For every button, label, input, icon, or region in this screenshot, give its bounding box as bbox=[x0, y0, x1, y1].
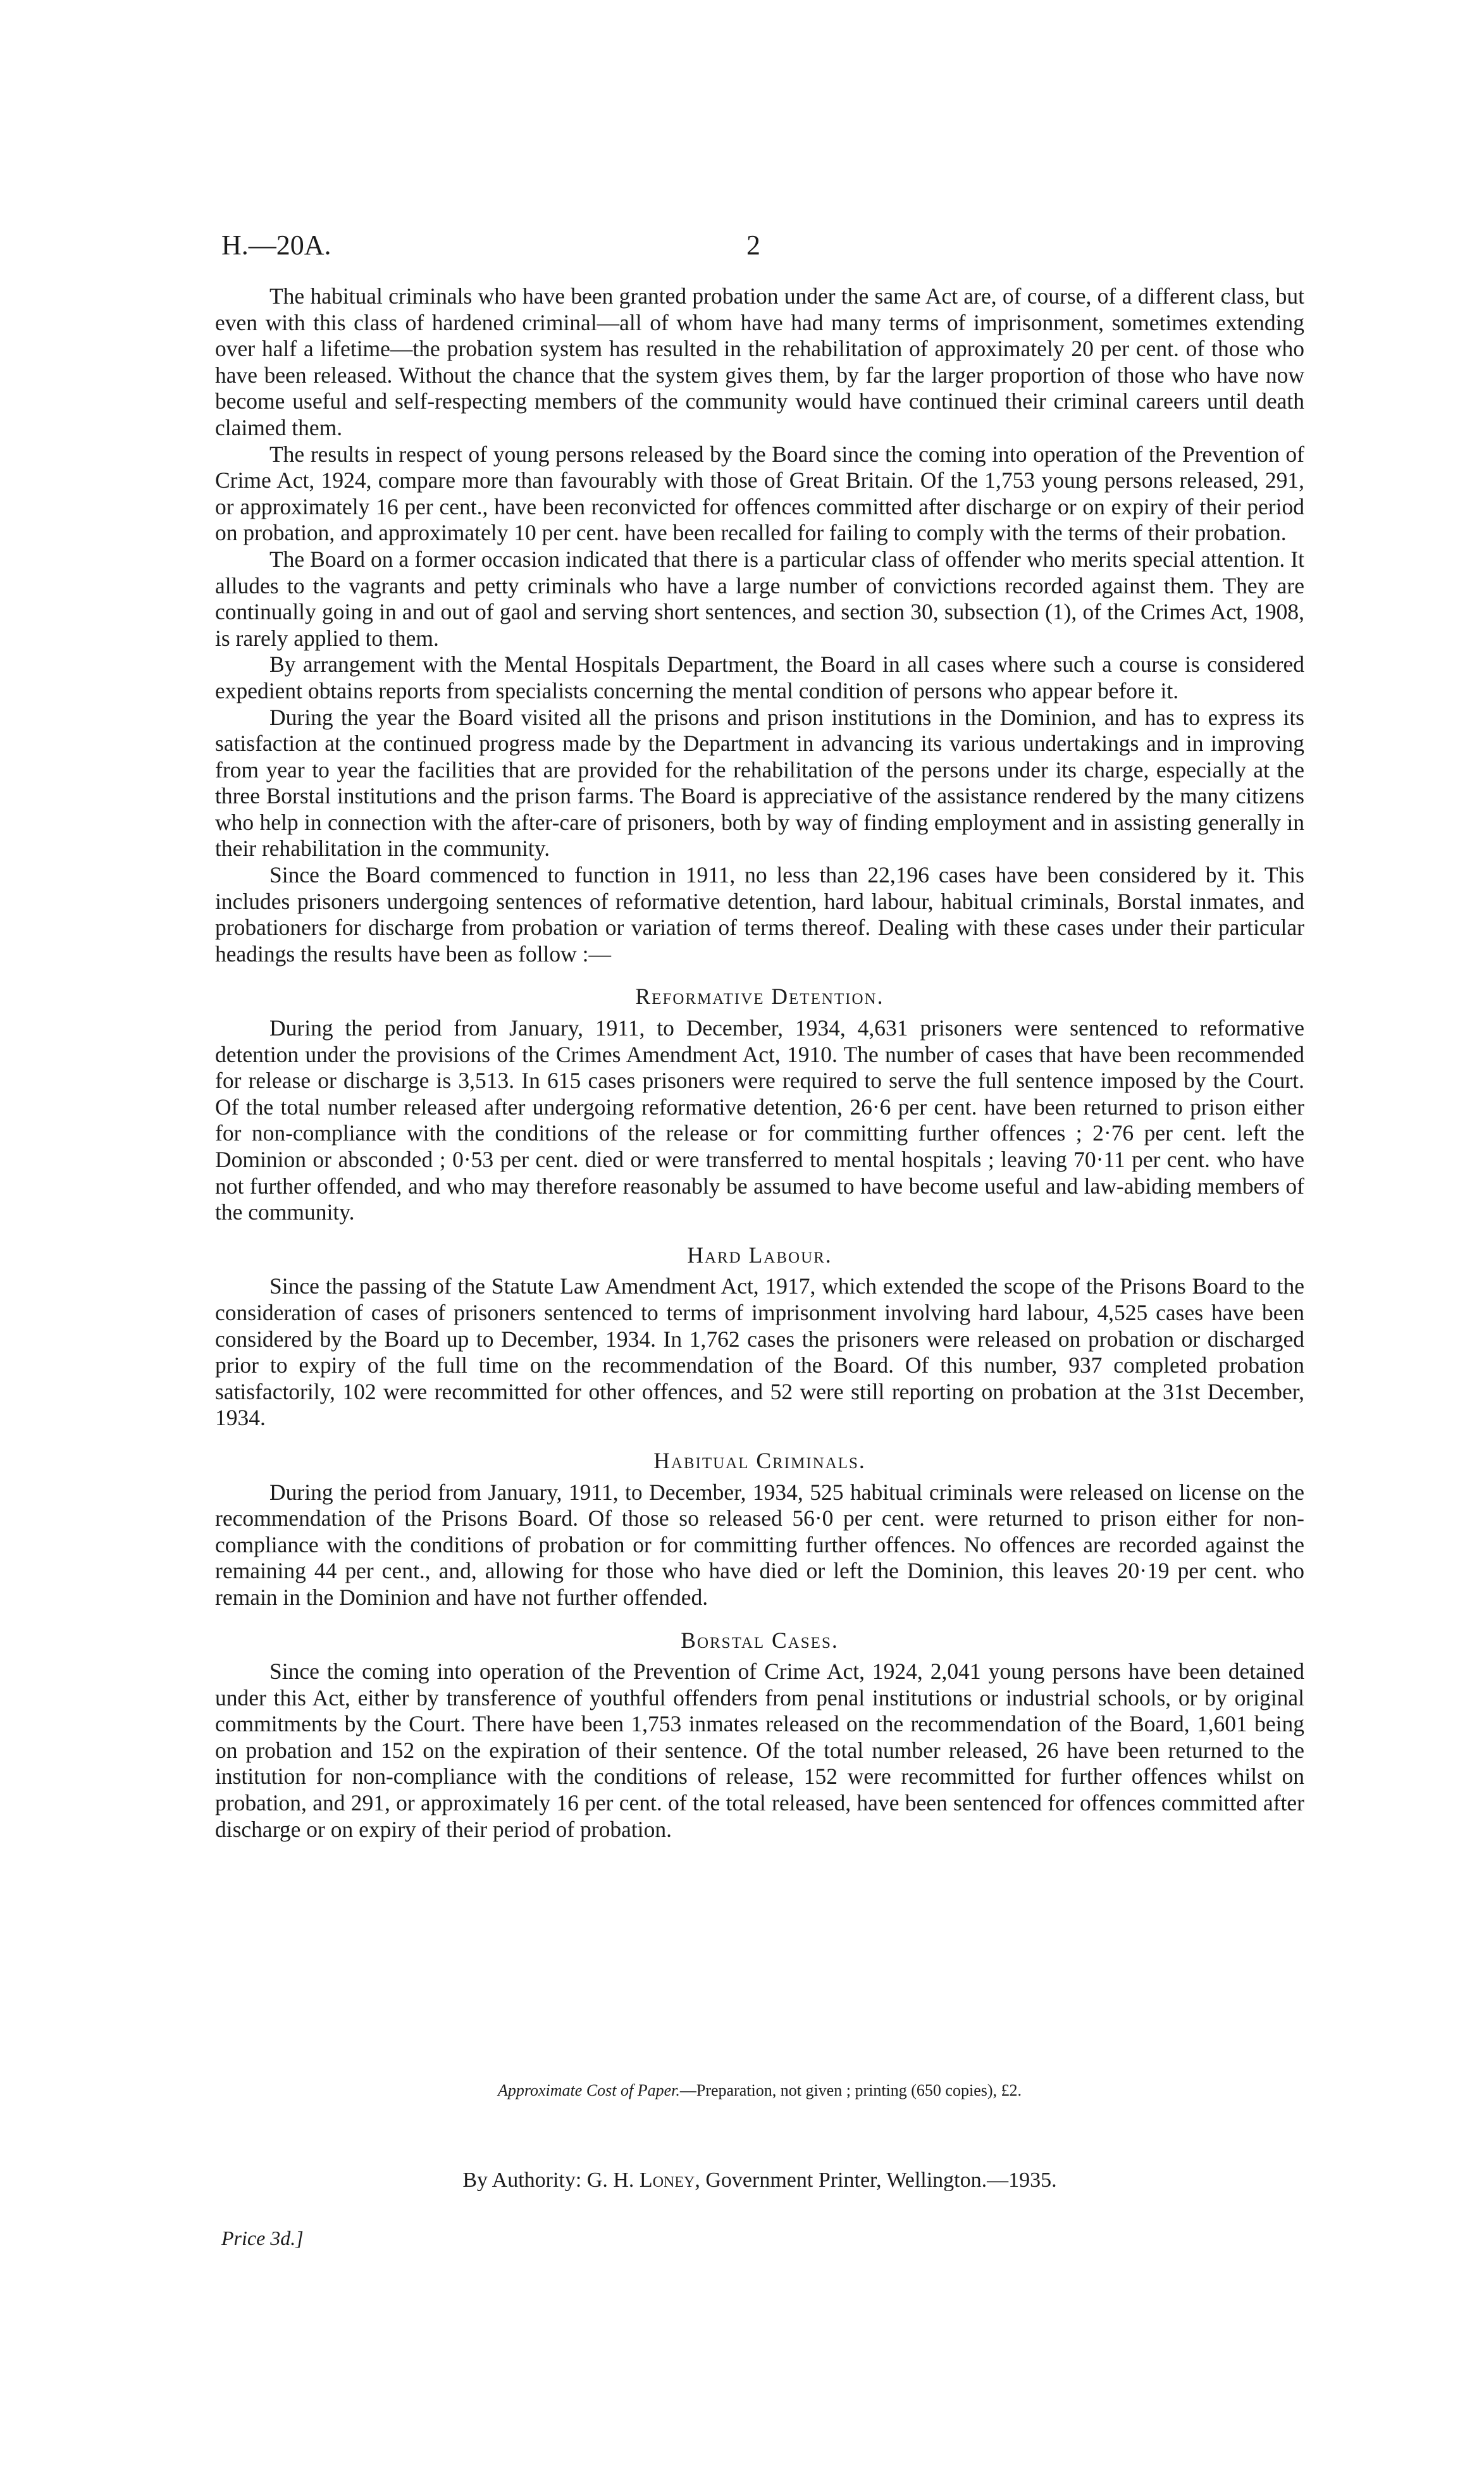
page-number: 2 bbox=[746, 230, 760, 261]
document-reference: H.—20A. bbox=[221, 230, 331, 261]
paragraph: During the year the Board visited all the prisons and prison institutions in the Dominion, and has to express its satisfaction at the continued progress made by the Department in advancing its various undertakings and in improving from year to year the facilities that are provided for the rehabilitation of the persons under its charge, especially at the three Borstal institutions and the prison farms. The Board is appreciative of the assistance rendered by the many citizens who help in connection with the after-care of prisoners, both by way of finding employment and in assisting generally in their rehabilitation in the community. bbox=[215, 704, 1304, 862]
section-paragraph: During the period from January, 1911, to December, 1934, 525 habitual criminals were released on license on the recommendation of the Prisons Board. Of those so released 56·0 per cent. were returned to prison either for non-compliance with the conditions of probation or for committing further offences. No offences are recorded against the remaining 44 per cent., and, allowing for those who have died or left the Dominion, this leaves 20·19 per cent. who remain in the Dominion and have not further offended. bbox=[215, 1479, 1304, 1610]
section-paragraph: Since the coming into operation of the Prevention of Crime Act, 1924, 2,041 young persons have been detained under this Act, either by transference of youthful offenders from penal institutions or industrial schools, or by original commitments by the Court. There have been 1,753 inmates released on the recommendation of the Board, 1,601 being on probation and 152 on the expiration of their sentence. Of the total number released, 26 have been returned to the institution for non-compliance with the conditions of release, 152 were recommitted for further offences whilst on probation, and 291, or approximately 16 per cent. of the total released, have been sentenced for offences committed after discharge or on expiry of their period of probation. bbox=[215, 1659, 1304, 1842]
section-heading-reformative-detention: Reformative Detention. bbox=[635, 984, 884, 1010]
document-body bbox=[215, 283, 1304, 1843]
imprint-suffix: , Government Printer, Wellington.—1935. bbox=[695, 2168, 1057, 2192]
imprint-prefix: By Authority: bbox=[462, 2168, 587, 2192]
section-heading-hard-labour: Hard Labour. bbox=[687, 1242, 832, 1268]
page-header bbox=[221, 229, 1316, 273]
section-paragraph: Since the passing of the Statute Law Amendment Act, 1917, which extended the scope of the Prisons Board to the consideration of cases of prisoners sentenced to terms of imprisonment involving hard labour, 4,525 cases have been considered by the Board up to December, 1934. In 1,762 cases the prisoners were released on probation or discharged prior to expiry of the full time on the recommendation of the Board. Of this number, 937 completed probation satisfactorily, 102 were recommitted for other offences, and 52 were still reporting on probation at the 31st December, 1934. bbox=[215, 1273, 1304, 1431]
section-paragraph: During the period from January, 1911, to December, 1934, 4,631 prisoners were sentenced to reformative detention under the provisions of the Crimes Amendment Act, 1910. The number of cases that have been recommended for release or discharge is 3,513. In 615 cases prisoners were required to serve the full sentence imposed by the Court. Of the total number released after undergoing reformative detention, 26·6 per cent. have been returned to prison either for non-compliance with the conditions of the release or for committing further offences ; 2·76 per cent. left the Dominion or absconded ; 0·53 per cent. died or were transferred to mental hospitals ; leaving 70·11 per cent. who have not further offended, and who may therefore reasonably be assumed to have become useful and law-abiding members of the community. bbox=[215, 1015, 1304, 1225]
cost-label: Approximate Cost of Paper. bbox=[497, 2081, 680, 2099]
paragraph: Since the Board commenced to function in 1911, no less than 22,196 cases have been considered by it. This includes prisoners undergoing sentences of reformative detention, hard labour, habitual criminals, Borstal inmates, and probationers for discharge from probation or variation of terms thereof. Dealing with these cases under their particular headings the results have been as follow :— bbox=[215, 862, 1304, 967]
cost-note bbox=[215, 2081, 1304, 2100]
paragraph: The habitual criminals who have been granted probation under the same Act are, of course, of a different class, but even with this class of hardened criminal—all of whom have had many terms of imprisonment, sometimes extending over half a lifetime—the probation system has resulted in the rehabilitation of approximately 20 per cent. of those who have been released. Without the chance that the system gives them, by far the larger proportion of those who have now become useful and self-respecting members of the community would have continued their criminal careers until death claimed them. bbox=[215, 283, 1304, 440]
section-heading-borstal-cases: Borstal Cases. bbox=[681, 1627, 839, 1653]
paragraph: The Board on a former occasion indicated that there is a particular class of offender who merits special attention. It alludes to the vagrants and petty criminals who have a large number of convictions recorded against them. They are continually going in and out of gaol and serving short sentences, and section 30, subsection (1), of the Crimes Act, 1908, is rarely applied to them. bbox=[215, 546, 1304, 651]
paragraph: By arrangement with the Mental Hospitals Department, the Board in all cases where such a course is considered expedient obtains reports from specialists concerning the mental condition of persons who appear before it. bbox=[215, 652, 1304, 703]
cost-text: —Preparation, not given ; printing (650 copies), £2. bbox=[679, 2081, 1022, 2099]
price: Price 3d.] bbox=[221, 2227, 304, 2249]
section-heading-habitual-criminals: Habitual Criminals. bbox=[653, 1447, 866, 1473]
printer-imprint bbox=[215, 2168, 1304, 2192]
printer-name: G. H. Loney bbox=[586, 2168, 695, 2192]
paragraph: The results in respect of young persons released by the Board since the coming into operation of the Prevention of Crime Act, 1924, compare more than favourably with those of Great Britain. Of the 1,753 young persons released, 291, or approximately 16 per cent., have been reconvicted for offences committed after discharge or on expiry of their period on probation, and approximately 10 per cent. have been recalled for failing to comply with the terms of their probation. bbox=[215, 441, 1304, 546]
